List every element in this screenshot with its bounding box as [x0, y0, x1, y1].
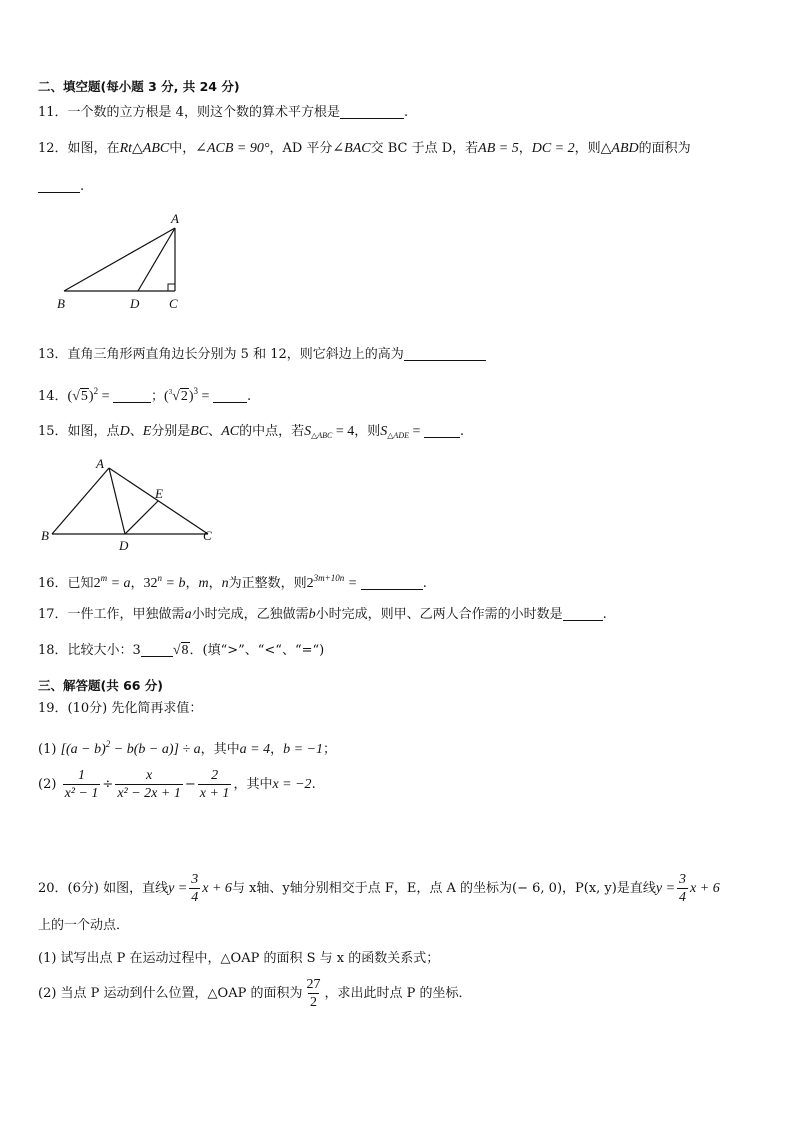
question-19-part-2: (2) $\frac{1}{\text{x² − 1}}$ ÷ $\frac{x}{\text{x² − 2x + 1}}$ − $\frac{2}{x + 1}$ ，其中x = −2. [38, 768, 316, 801]
question-17: 17．一件工作，甲独做需a小时完成，乙独做需b小时完成，则甲、乙两人合作需的小时数是 . [38, 607, 607, 622]
right-angle-mark [168, 284, 175, 291]
question-text: ，则 [574, 141, 601, 156]
question-20-line-2: 上的一个动点． [38, 918, 130, 933]
math-expr: DC = 2 [531, 141, 575, 156]
label-e: E [155, 486, 163, 501]
segment-ab [64, 228, 175, 291]
area-abc: $S_{\triangle ABC} = 4$ [304, 424, 355, 440]
separator: ； [150, 389, 164, 404]
question-12 [38, 140, 691, 158]
question-number: 11． [38, 105, 68, 120]
label-b: B [41, 528, 49, 543]
label-a: A [171, 211, 179, 226]
question-11 [38, 104, 408, 122]
segment-ad [138, 228, 175, 291]
answer-blank [38, 178, 80, 193]
question-number: 16． [38, 576, 68, 591]
question-20-part-1: (1) 试写出点 P 在运动过程中，△OAP 的面积 S 与 x 的函数关系式； [38, 951, 440, 966]
math-expr: Rt△ABC [119, 141, 170, 156]
question-end: . [459, 424, 465, 439]
label-b: B [57, 296, 65, 311]
question-20-part-2: (2) 当点 P 运动到什么位置，△OAP 的面积为 $\frac{27}{2}$ ，求出此时点 P 的坐标． [38, 977, 472, 1010]
question-end: . [403, 105, 409, 120]
math-expr: ∠BAC [332, 141, 371, 156]
answer-blank [424, 423, 460, 438]
question-19-part-1: (1) $[(a - b)^2 - b(b - a)] \div a$，其中a = 4，b = −1； [38, 739, 337, 757]
question-end: . [246, 389, 252, 404]
sqrt-expr: √8 [172, 643, 189, 658]
question-text: ， [518, 141, 532, 156]
question-19-header: 19．(10分) 先化简再求值： [38, 701, 203, 716]
fill-in-section-header: 二、填空题(每小题 3 分, 共 24 分) [38, 79, 240, 94]
question-text: 交 BC 于点 D，若 [370, 141, 479, 156]
answer-blank-2 [213, 388, 247, 403]
question-13 [38, 346, 486, 364]
question-number: 17． [38, 607, 68, 622]
label-d: D [130, 296, 140, 311]
question-number: 14． [38, 389, 68, 404]
question-16: 16．已知$2^m = a$，$32^n = b$，m，n为正整数，则$2^{3m+10n}$ = . [38, 573, 427, 591]
label-c: C [203, 528, 212, 543]
fraction-slope: $\frac{3}{4}$ [191, 872, 199, 905]
question-text: 直角三角形两直角边长分别为 5 和 12，则它斜边上的高为 [67, 347, 404, 362]
solve-section-header: 三、解答题(共 66 分) [38, 678, 164, 693]
answer-blank [404, 346, 486, 361]
label-c: C [169, 296, 178, 311]
fraction-slope-2: $\frac{3}{4}$ [679, 872, 687, 905]
math-expr: ∠ACB = 90° [195, 141, 270, 156]
fraction-3: $\frac{2}{x + 1}$ [199, 768, 230, 801]
answer-blank-1 [113, 388, 151, 403]
answer-blank [340, 104, 404, 119]
math-expr: △ABD [600, 141, 639, 156]
figure-triangle-abc [50, 208, 200, 318]
question-20-header: 20．(6分) 如图，直线y = $\frac{3}{4}$ x + 6与 x轴、y轴分别相交于点 F，E，点 A 的坐标为(− 6, 0)，P(x, y)是直线y = $\frac{3}{4}$ x + 6 [38, 872, 720, 905]
label-d: D [119, 538, 129, 553]
question-end: . [80, 179, 85, 194]
question-text: 的面积为 [638, 141, 691, 156]
math-expr: AB = 5 [478, 141, 519, 156]
fraction-2: $\frac{x}{\text{x² − 2x + 1}}$ [117, 768, 181, 801]
answer-blank [141, 642, 173, 657]
question-end: . [422, 576, 427, 591]
question-number: 13． [38, 347, 68, 362]
question-number: 18． [38, 643, 68, 658]
label-a: A [96, 456, 104, 471]
fraction-area: $\frac{27}{2}$ [306, 977, 321, 1010]
area-ade: $S_{\triangle ADE}$ = [380, 424, 424, 440]
math-expr-1: $(√5)^2$ = [67, 386, 113, 404]
question-15: 15．如图，点D、E分别是BC、AC的中点，若$S_{\triangle ABC} = 4$，则$S_{\triangle ADE}$ = . [38, 424, 465, 440]
question-number: 15． [38, 424, 68, 439]
question-text: ，AD 平分 [269, 141, 333, 156]
question-text: 中， [169, 141, 196, 156]
question-end: . [602, 607, 607, 622]
segment-ad [109, 468, 125, 534]
segment-ac [109, 468, 208, 534]
math-expr-2: $(^3√2)^3$ = [164, 386, 213, 404]
segment-ab [52, 468, 109, 534]
question-12-answer-line [38, 178, 84, 196]
question-text: 如图，在 [67, 141, 120, 156]
question-text: 一个数的立方根是 4，则这个数的算术平方根是 [67, 105, 340, 120]
answer-blank [563, 606, 603, 621]
question-number: 12． [38, 141, 68, 156]
figure-triangle-abc-midpoints [36, 454, 226, 554]
segment-de [125, 501, 158, 534]
question-18: 18．比较大小：3 √8．(填“>”、“<“、“=“) [38, 643, 325, 658]
fraction-1: $\frac{1}{\text{x² − 1}}$ [64, 768, 99, 801]
answer-blank [361, 575, 423, 590]
question-14 [38, 382, 251, 406]
